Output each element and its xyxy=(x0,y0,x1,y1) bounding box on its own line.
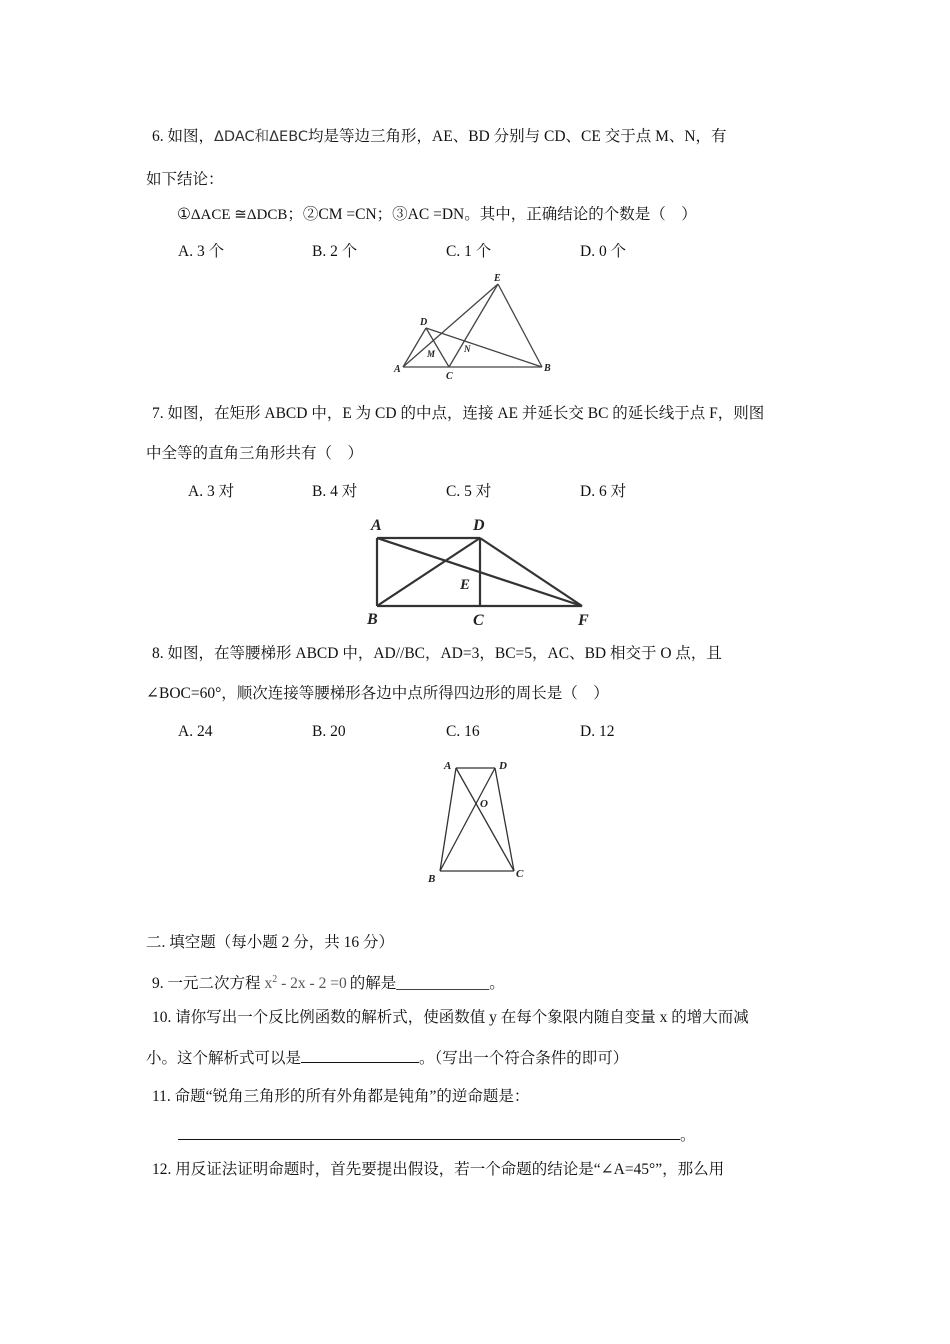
q8-seg-dc xyxy=(495,768,514,871)
q8-label-b: B xyxy=(428,873,436,885)
q7-label-a: A xyxy=(371,517,382,534)
q9-eq-sup: 2 xyxy=(272,974,278,985)
q6-line1-b: 均是等边三角形，AE、BD 分别与 CD、CE 交于点 M、N，有 xyxy=(308,128,727,145)
q6-seg-ae xyxy=(403,284,498,367)
q9-prefix: 9. 一元二次方程 xyxy=(152,975,261,993)
q7-label-c: C xyxy=(473,612,484,629)
q6-formula-cm-cn: CM =CN xyxy=(318,206,377,223)
q6-seg-dc xyxy=(426,328,449,367)
q8-option-d[interactable]: D. 12 xyxy=(580,723,615,740)
q10-line2-b: 。（写出一个符合条件的即可） xyxy=(419,1050,629,1067)
q6-line3-c: ；③ xyxy=(376,206,408,223)
q7-label-b: B xyxy=(367,611,378,628)
q11-answer-blank[interactable] xyxy=(178,1125,680,1140)
q6-option-d[interactable]: D. 0 个 xyxy=(580,243,627,260)
q8-figure xyxy=(420,752,535,887)
q8-label-a: A xyxy=(444,760,452,772)
q6-label-b: B xyxy=(544,363,551,374)
q6-line3-d: 。其中，正确结论的个数是（ ） xyxy=(464,206,697,223)
q6-line3-b: ；② xyxy=(287,206,319,223)
q7-option-c[interactable]: C. 5 对 xyxy=(446,483,492,500)
q10-line2 xyxy=(146,1048,628,1069)
q8-seg-ac xyxy=(456,768,514,871)
q7-label-d: D xyxy=(473,517,485,534)
q12-line1: 12. 用反证法证明命题时，首先要提出假设，若一个命题的结论是“∠A=45°”，那么用 xyxy=(152,1161,725,1178)
q6-option-a[interactable]: A. 3 个 xyxy=(178,243,225,260)
q6-line3 xyxy=(177,205,697,225)
q10-line2-a: 小。这个解析式可以是 xyxy=(146,1050,302,1067)
q6-label-m: M xyxy=(427,349,436,359)
q9-line xyxy=(152,970,505,994)
q6-seg-ce xyxy=(449,284,498,367)
q7-figure xyxy=(360,512,600,632)
q6-formula-triangles: ΔDAC和ΔEBC xyxy=(214,129,309,145)
q10-line1: 10. 请你写出一个反比例函数的解析式，使函数值 y 在每个象限内随自变量 x 的增大而减 xyxy=(152,1009,749,1026)
q6-label-a: A xyxy=(394,364,401,375)
q7-line2: 中全等的直角三角形共有（ ） xyxy=(146,445,364,462)
q6-line1 xyxy=(152,127,727,147)
q9-answer-blank[interactable]: ____________ xyxy=(396,975,490,993)
q8-label-o: O xyxy=(480,798,488,810)
q6-line1-a: 6. 如图， xyxy=(152,128,215,145)
q6-option-c[interactable]: C. 1 个 xyxy=(446,243,492,260)
section2-title: 二. 填空题（每小题 2 分，共 16 分） xyxy=(146,934,395,951)
q9-eq-rest: - 2x - 2 =0 xyxy=(277,975,347,993)
q7-label-f: F xyxy=(578,612,589,629)
q6-label-n: N xyxy=(464,344,471,354)
q11-line1: 11. 命题“锐角三角形的所有外角都是钝角”的逆命题是： xyxy=(152,1088,530,1105)
q11-answer-line xyxy=(178,1125,696,1146)
q7-line1: 7. 如图，在矩形 ABCD 中，E 为 CD 的中点，连接 AE 并延长交 BC 的延长线于点 F，则图 xyxy=(152,405,765,422)
q6-label-c: C xyxy=(446,371,453,382)
q7-option-b[interactable]: B. 4 对 xyxy=(312,483,358,500)
q8-line1: 8. 如图，在等腰梯形 ABCD 中，AD//BC，AD=3，BC=5，AC、BD 相交于 O 点，且 xyxy=(152,645,722,662)
q6-option-b[interactable]: B. 2 个 xyxy=(312,243,358,260)
q6-label-d: D xyxy=(420,317,428,328)
q11-end: 。 xyxy=(680,1127,696,1144)
q8-option-c[interactable]: C. 16 xyxy=(446,723,480,740)
q8-label-c: C xyxy=(516,868,524,880)
q6-line3-a: ① xyxy=(177,206,191,223)
q6-label-e: E xyxy=(494,273,501,284)
q9-suffix: 的解是 xyxy=(349,975,397,993)
q7-seg-df xyxy=(480,538,582,606)
q6-formula-ac-dn: AC =DN xyxy=(407,206,465,223)
q10-answer-blank[interactable] xyxy=(301,1048,419,1063)
q7-option-a[interactable]: A. 3 对 xyxy=(188,483,235,500)
q8-label-d: D xyxy=(499,760,507,772)
q6-line2: 如下结论： xyxy=(146,171,224,188)
q9-eq-x: x xyxy=(264,975,273,993)
q6-formula-congruent: ΔACE ≅ΔDCB xyxy=(190,207,288,223)
q8-option-b[interactable]: B. 20 xyxy=(312,723,346,740)
q6-seg-ad xyxy=(403,328,426,367)
q7-label-e: E xyxy=(460,577,471,593)
q9-equation xyxy=(261,975,350,992)
q7-seg-bd xyxy=(377,538,480,606)
q8-line2: ∠BOC=60°，顺次连接等腰梯形各边中点所得四边形的周长是（ ） xyxy=(146,685,609,702)
q8-option-a[interactable]: A. 24 xyxy=(178,723,213,740)
q7-option-d[interactable]: D. 6 对 xyxy=(580,483,627,500)
q9-end: 。 xyxy=(489,975,505,993)
q6-figure xyxy=(390,270,570,382)
